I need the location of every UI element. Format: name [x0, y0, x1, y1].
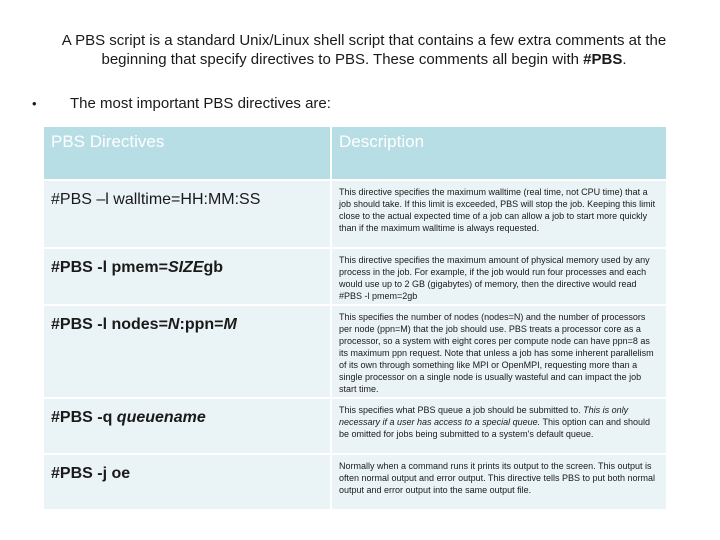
table-row	[43, 398, 667, 454]
directive-cell	[43, 454, 331, 510]
header-description: Description	[331, 126, 667, 180]
directive-placeholder: SIZE	[167, 259, 204, 276]
description-text: This specifies what PBS queue a job should be submitted to.	[339, 405, 584, 415]
pbs-directives-table	[42, 125, 668, 511]
description-cell: This specifies the number of nodes (nodes=N) and the number of processors per node (ppn=M) that the job should use. PBS treats a processor core as a processor, so a system with eight cores per compute node can have ppn=8 as its maximum ppn request. Note that unless a job has some inherent parallelism of its own through something like MPI or OpenMPI, requesting more than a single processor on a single node is usually wasteful and can impact the job start time.	[331, 305, 667, 398]
table-row	[43, 248, 667, 305]
table-row	[43, 454, 667, 510]
directive-cell	[43, 305, 331, 398]
directive-cell	[43, 180, 331, 248]
directive-text: #PBS -j oe	[51, 465, 131, 482]
directive-suffix: gb	[203, 259, 224, 276]
table-row	[43, 305, 667, 398]
directive-mid: :ppn=	[179, 316, 224, 333]
intro-paragraph	[54, 31, 674, 69]
table-row	[43, 180, 667, 248]
directive-placeholder: N	[167, 316, 180, 333]
directive-cell	[43, 398, 331, 454]
bullet-icon: •	[32, 96, 37, 111]
description-cell: Normally when a command runs it prints its output to the screen. This output is often normal output and error output. This directive tells PBS to put both normal output and error output into the same output file.	[331, 454, 667, 510]
intro-end: .	[622, 51, 627, 68]
intro-text: A PBS script is a standard Unix/Linux shell script that contains a few extra comments at the beginning that specify directives to PBS. These comments all begin with	[61, 32, 667, 68]
header-directives: PBS Directives	[43, 126, 331, 180]
directive-cell	[43, 248, 331, 305]
directive-placeholder: M	[223, 316, 237, 333]
description-emphasis: This is only necessary if a user has access to a special queue.	[339, 405, 629, 427]
directive-placeholder: queuename	[116, 409, 206, 426]
description-text: This option can and should be omitted for jobs being submitted to a system's default queue.	[339, 417, 651, 439]
directive-text: #PBS -l pmem=	[51, 259, 168, 276]
directive-text: #PBS –l walltime=HH:MM:SS	[51, 191, 261, 208]
directive-text: #PBS -q	[51, 409, 117, 426]
description-cell: This directive specifies the maximum amount of physical memory used by any process in the job. For example, if the job would run four processes and each would use up to 2 GB (gigabytes) of memory, then the directive would read #PBS -l pmem=2gb	[331, 248, 667, 305]
directive-text: #PBS -l nodes=	[51, 316, 168, 333]
description-cell: This directive specifies the maximum walltime (real time, not CPU time) that a job should take. If this limit is exceeded, PBS will stop the job. Keeping this limit close to the actual expected time of a job can allow a job to start more quickly than if the maximum walltime is always requested.	[331, 180, 667, 248]
bullet-text: The most important PBS directives are:	[70, 95, 331, 112]
description-cell	[331, 398, 667, 454]
intro-emphasis: #PBS	[583, 51, 623, 68]
table-header-row	[43, 126, 667, 180]
